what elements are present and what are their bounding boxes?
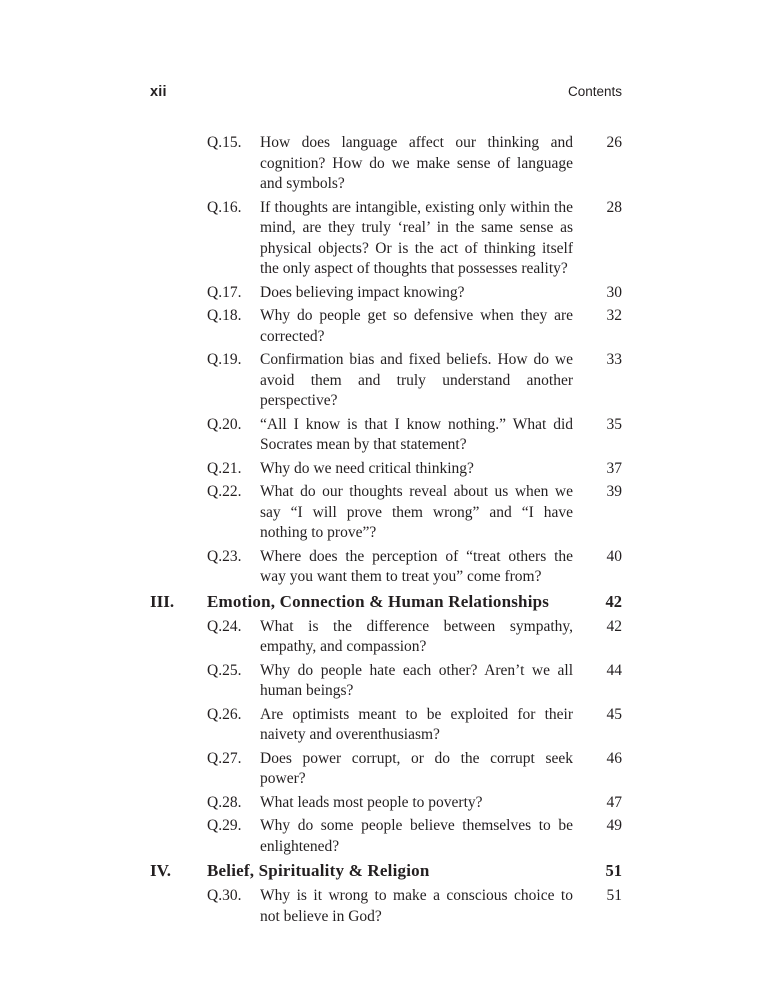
question-label: Q.16.	[207, 198, 242, 216]
entry-page-number: 33	[606, 351, 622, 368]
question-text: Why do people hate each other? Aren’t we all human beings?	[260, 661, 573, 699]
entry-page-number: 47	[606, 793, 622, 811]
question-label: Q.22.	[207, 483, 242, 500]
question-label: Q.28.	[207, 793, 242, 811]
toc-entry-question	[150, 133, 622, 195]
toc-entry-section	[150, 591, 622, 613]
entry-page-number: 39	[606, 483, 622, 500]
entry-page-number: 30	[606, 283, 622, 301]
question-label: Q.23.	[207, 547, 242, 565]
question-text: Where does the perception of “treat others the way you want them to treat you” come from?	[260, 547, 573, 585]
question-text: “All I know is that I know nothing.” What did Socrates mean by that statement?	[260, 415, 573, 453]
question-label: Q.20.	[207, 415, 242, 433]
entry-page-number: 44	[606, 661, 622, 679]
question-label: Q.26.	[207, 705, 242, 723]
folio-page-number: xii	[150, 84, 167, 100]
question-label: Q.19.	[207, 351, 242, 368]
toc-entry-question	[150, 617, 622, 658]
page-header	[150, 84, 622, 100]
question-label: Q.27.	[207, 749, 242, 767]
question-label: Q.25.	[207, 661, 242, 679]
toc-entry-section	[150, 860, 622, 882]
page-content	[150, 84, 622, 930]
toc-entry-question	[150, 749, 622, 790]
entry-page-number: 32	[606, 307, 622, 324]
entry-page-number: 42	[606, 617, 622, 635]
question-text: Why is it wrong to make a conscious choice to not believe in God?	[260, 887, 573, 925]
question-text: Why do some people believe themselves to be enlightened?	[260, 817, 573, 855]
toc-entry-question	[150, 459, 622, 480]
running-head: Contents	[567, 84, 622, 99]
entry-page-number: 45	[606, 705, 622, 723]
question-text: Does power corrupt, or do the corrupt seek power?	[260, 749, 573, 787]
toc-entry-question	[150, 886, 622, 927]
entry-page-number: 49	[606, 817, 622, 834]
question-text: Are optimists meant to be exploited for their naivety and overenthusiasm?	[260, 705, 573, 743]
section-page-number: 51	[605, 861, 622, 880]
entry-page-number: 35	[606, 415, 622, 433]
toc-entry-question	[150, 350, 622, 412]
toc-entry-question	[150, 482, 622, 544]
question-label: Q.15.	[207, 134, 242, 151]
toc-entry-question	[150, 661, 622, 702]
toc-list	[150, 133, 622, 927]
entry-page-number: 51	[606, 887, 622, 904]
question-text: How does language affect our thinking and cognition? How do we make sense of language and symbols?	[260, 134, 573, 192]
toc-entry-question	[150, 283, 622, 304]
question-text: Why do we need critical thinking?	[260, 459, 474, 477]
entry-page-number: 26	[606, 134, 622, 151]
question-label: Q.21.	[207, 459, 242, 477]
question-label: Q.24.	[207, 617, 242, 635]
question-label: Q.17.	[207, 283, 242, 301]
question-label: Q.30.	[207, 887, 242, 904]
section-page-number: 42	[605, 591, 622, 611]
section-numeral: III.	[150, 591, 175, 611]
question-label: Q.18.	[207, 307, 242, 324]
toc-entry-question	[150, 705, 622, 746]
toc-entry-question	[150, 415, 622, 456]
toc-entry-question	[150, 306, 622, 347]
entry-page-number: 46	[606, 749, 622, 767]
section-title: Emotion, Connection & Human Relationships	[207, 591, 550, 611]
question-label: Q.29.	[207, 817, 242, 834]
entry-page-number: 37	[606, 459, 622, 477]
section-numeral: IV.	[150, 861, 171, 880]
section-title: Belief, Spirituality & Religion	[207, 861, 430, 880]
toc-entry-question	[150, 816, 622, 857]
question-text: What do our thoughts reveal about us when we say “I will prove them wrong” and “I have nothing to prove”?	[260, 483, 573, 541]
toc-entry-question	[150, 793, 622, 814]
toc-entry-question	[150, 198, 622, 280]
question-text: If thoughts are intangible, existing only within the mind, are they truly ‘real’ in the same sense as physical objects? Or is the act of thinking itself the only aspect of thoughts that possesses reality?	[260, 198, 573, 277]
entry-page-number: 40	[606, 547, 622, 565]
question-text: Confirmation bias and fixed beliefs. How do we avoid them and truly understand another perspective?	[260, 351, 573, 409]
toc-entry-question	[150, 547, 622, 588]
question-text: What is the difference between sympathy, empathy, and compassion?	[260, 617, 573, 655]
question-text: Does believing impact knowing?	[260, 283, 465, 301]
question-text: What leads most people to poverty?	[260, 793, 483, 811]
entry-page-number: 28	[606, 198, 622, 216]
question-text: Why do people get so defensive when they are corrected?	[260, 307, 573, 345]
